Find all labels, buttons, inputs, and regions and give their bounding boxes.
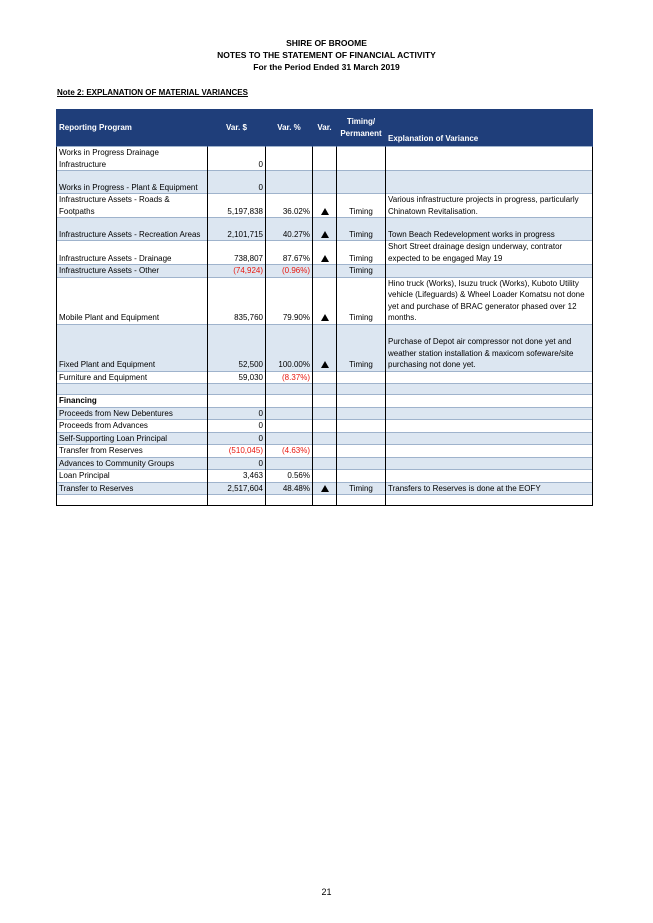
cell-program xyxy=(57,395,208,408)
cell-var-pct xyxy=(266,384,313,395)
up-triangle-icon xyxy=(321,231,329,238)
cell-var-dollar-text: 2,101,715 xyxy=(227,229,263,239)
cell-explanation xyxy=(386,384,593,395)
cell-var-dollar xyxy=(208,457,266,470)
cell-var-pct xyxy=(266,241,313,265)
table-row xyxy=(57,265,593,278)
cell-program xyxy=(57,241,208,265)
cell-explanation xyxy=(386,371,593,384)
cell-var-pct-text: 36.02% xyxy=(282,206,310,216)
cell-timing xyxy=(337,445,386,458)
cell-var-pct xyxy=(266,432,313,445)
cell-var-pct xyxy=(266,218,313,241)
table-row xyxy=(57,218,593,241)
cell-var xyxy=(313,420,337,433)
cell-var-dollar xyxy=(208,194,266,218)
table-row xyxy=(57,432,593,445)
cell-explanation xyxy=(386,457,593,470)
cell-var-dollar xyxy=(208,241,266,265)
cell-var-pct xyxy=(266,445,313,458)
table-header-row xyxy=(57,109,593,147)
cell-var-dollar xyxy=(208,265,266,278)
cell-program-text: Infrastructure Assets - Other xyxy=(59,266,160,275)
cell-var-dollar xyxy=(208,371,266,384)
cell-var-pct-text: (0.96%) xyxy=(281,266,310,275)
page-number: 21 xyxy=(321,887,332,897)
cell-var-pct xyxy=(266,407,313,420)
cell-timing xyxy=(337,147,386,171)
cell-program-text: Transfer from Reserves xyxy=(59,446,143,455)
cell-program xyxy=(57,265,208,278)
cell-timing-text: Timing xyxy=(349,313,373,322)
cell-var-dollar xyxy=(208,218,266,241)
cell-var-pct-text: 79.90% xyxy=(282,313,310,322)
cell-program-text: Advances to Community Groups xyxy=(59,458,175,468)
cell-timing xyxy=(337,470,386,483)
cell-program-text: Fixed Plant and Equipment xyxy=(59,360,156,369)
table-row xyxy=(57,277,593,324)
cell-program-text: Proceeds from New Debentures xyxy=(59,408,173,418)
cell-var-dollar xyxy=(208,147,266,171)
cell-var xyxy=(313,384,337,395)
cell-timing xyxy=(337,265,386,278)
cell-var-pct-text: 40.27% xyxy=(282,229,310,239)
cell-var xyxy=(313,265,337,278)
cell-timing xyxy=(337,495,386,506)
note-title: Note 2: EXPLANATION OF MATERIAL VARIANCES xyxy=(57,88,248,97)
cell-var-pct-text: 100.00% xyxy=(278,360,310,369)
cell-program-text: Self-Supporting Loan Principal xyxy=(59,433,168,443)
cell-timing-text: Timing xyxy=(349,206,373,216)
cell-program xyxy=(57,277,208,324)
cell-var-dollar xyxy=(208,495,266,506)
cell-var-dollar xyxy=(208,407,266,420)
cell-explanation xyxy=(386,482,593,495)
cell-var-dollar-text: 59,030 xyxy=(238,372,263,382)
cell-var xyxy=(313,241,337,265)
cell-program xyxy=(57,420,208,433)
cell-var-dollar xyxy=(208,420,266,433)
cell-var-dollar-text: 5,197,838 xyxy=(227,206,263,216)
cell-var-dollar-text: (74,924) xyxy=(233,266,263,275)
cell-var-dollar xyxy=(208,395,266,408)
cell-explanation xyxy=(386,218,593,241)
cell-program-text: Infrastructure Assets - Recreation Areas xyxy=(59,229,201,239)
cell-var xyxy=(313,457,337,470)
table-row xyxy=(57,147,593,171)
cell-explanation-text: Various infrastructure projects in progress, particularly Chinatown Revitalisation. xyxy=(388,195,579,216)
cell-var-pct-text: (8.37%) xyxy=(281,372,310,382)
header-var-dollar: Var. $ xyxy=(208,109,266,147)
cell-var-pct-text: (4.63%) xyxy=(281,446,310,455)
cell-var-dollar xyxy=(208,171,266,194)
cell-var-pct xyxy=(266,147,313,171)
cell-explanation-text: Purchase of Depot air compressor not done yet and weather station installation & maxicom sofeware/site purchasing not done yet. xyxy=(388,337,574,369)
header-program: Reporting Program xyxy=(57,109,208,147)
cell-timing xyxy=(337,277,386,324)
cell-timing xyxy=(337,218,386,241)
cell-explanation xyxy=(386,407,593,420)
header-explanation: Explanation of Variance xyxy=(386,109,593,147)
cell-var xyxy=(313,171,337,194)
up-triangle-icon xyxy=(321,255,329,262)
cell-timing xyxy=(337,194,386,218)
cell-var-dollar-text: 0 xyxy=(258,458,263,468)
cell-var-pct xyxy=(266,457,313,470)
cell-explanation xyxy=(386,395,593,408)
cell-var-dollar-text: 0 xyxy=(258,159,263,169)
cell-program xyxy=(57,371,208,384)
table-row xyxy=(57,241,593,265)
cell-var-pct xyxy=(266,420,313,433)
cell-var-pct xyxy=(266,171,313,194)
cell-var xyxy=(313,324,337,371)
cell-timing xyxy=(337,407,386,420)
cell-program-text: Proceeds from Advances xyxy=(59,421,148,430)
cell-var xyxy=(313,482,337,495)
cell-explanation xyxy=(386,432,593,445)
cell-program-text: Loan Principal xyxy=(59,471,110,480)
cell-explanation xyxy=(386,241,593,265)
header-timing: Timing/ Permanent xyxy=(337,109,386,147)
up-triangle-icon xyxy=(321,314,329,321)
cell-program-text: Furniture and Equipment xyxy=(59,372,148,382)
cell-var xyxy=(313,194,337,218)
table-row xyxy=(57,194,593,218)
cell-var-dollar xyxy=(208,277,266,324)
cell-var-pct xyxy=(266,482,313,495)
cell-timing xyxy=(337,384,386,395)
cell-var-dollar-text: 2,517,604 xyxy=(227,483,263,493)
cell-timing xyxy=(337,457,386,470)
cell-timing xyxy=(337,371,386,384)
cell-timing-text: Timing xyxy=(349,360,373,369)
cell-var xyxy=(313,218,337,241)
cell-var-pct xyxy=(266,470,313,483)
cell-program xyxy=(57,147,208,171)
council-name: SHIRE OF BROOME xyxy=(286,38,367,48)
report-title: NOTES TO THE STATEMENT OF FINANCIAL ACTIVITY xyxy=(217,50,436,60)
cell-var-dollar xyxy=(208,432,266,445)
table-row xyxy=(57,482,593,495)
cell-var-pct xyxy=(266,265,313,278)
cell-timing-text: Timing xyxy=(349,229,373,239)
cell-var-pct-text: 48.48% xyxy=(282,483,310,493)
cell-var-dollar-text: 3,463 xyxy=(242,471,263,480)
cell-timing-text: Timing xyxy=(349,483,373,493)
cell-var xyxy=(313,371,337,384)
cell-program xyxy=(57,495,208,506)
cell-program xyxy=(57,445,208,458)
cell-program-text: Infrastructure Assets - Drainage xyxy=(59,253,172,263)
report-period: For the Period Ended 31 March 2019 xyxy=(253,62,400,72)
cell-explanation xyxy=(386,147,593,171)
cell-var-dollar xyxy=(208,482,266,495)
table-row xyxy=(57,420,593,433)
header-var-pct: Var. % xyxy=(266,109,313,147)
cell-timing xyxy=(337,432,386,445)
cell-program xyxy=(57,384,208,395)
cell-explanation xyxy=(386,470,593,483)
table-row xyxy=(57,384,593,395)
cell-var-pct xyxy=(266,371,313,384)
table-row xyxy=(57,395,593,408)
cell-explanation-text: Hino truck (Works), Isuzu truck (Works), Kuboto Utility vehicle (Lifeguards) & Wheel Loader Komatsu not done yet and purchase of BRAC generator phased over 12 months. xyxy=(388,278,585,322)
cell-var-dollar xyxy=(208,324,266,371)
cell-var-dollar-text: 52,500 xyxy=(238,360,263,369)
table-row xyxy=(57,470,593,483)
cell-var xyxy=(313,277,337,324)
cell-program xyxy=(57,194,208,218)
table-row xyxy=(57,407,593,420)
cell-explanation xyxy=(386,171,593,194)
cell-explanation-text: Transfers to Reserves is done at the EOFY xyxy=(388,483,541,493)
cell-var xyxy=(313,395,337,408)
cell-program xyxy=(57,171,208,194)
cell-explanation-text: Town Beach Redevelopment works in progress xyxy=(388,229,555,239)
cell-timing xyxy=(337,324,386,371)
cell-var-pct xyxy=(266,324,313,371)
cell-var-dollar-text: 0 xyxy=(258,182,263,192)
up-triangle-icon xyxy=(321,208,329,215)
cell-var-dollar-text: 835,760 xyxy=(234,313,263,322)
cell-explanation xyxy=(386,495,593,506)
cell-var xyxy=(313,470,337,483)
cell-timing-text: Timing xyxy=(349,266,373,275)
up-triangle-icon xyxy=(321,485,329,492)
table-row xyxy=(57,324,593,371)
cell-explanation xyxy=(386,445,593,458)
cell-var-dollar xyxy=(208,384,266,395)
cell-var xyxy=(313,147,337,171)
cell-program xyxy=(57,407,208,420)
cell-var-dollar-text: 738,807 xyxy=(234,253,263,263)
cell-explanation xyxy=(386,324,593,371)
up-triangle-icon xyxy=(321,361,329,368)
cell-timing xyxy=(337,395,386,408)
cell-var xyxy=(313,432,337,445)
cell-program xyxy=(57,432,208,445)
header-var: Var. xyxy=(313,109,337,147)
cell-var-dollar xyxy=(208,470,266,483)
cell-program xyxy=(57,324,208,371)
cell-var-pct xyxy=(266,194,313,218)
table-row xyxy=(57,495,593,506)
variance-table xyxy=(56,109,593,506)
table-row xyxy=(57,171,593,194)
cell-var-dollar xyxy=(208,445,266,458)
cell-var-dollar-text: 0 xyxy=(258,408,263,418)
table-row xyxy=(57,457,593,470)
cell-program xyxy=(57,470,208,483)
cell-timing xyxy=(337,171,386,194)
cell-explanation-text: Short Street drainage design underway, contrator expected to be engaged May 19 xyxy=(388,242,563,263)
cell-program-text: Financing xyxy=(59,396,97,405)
cell-program-text: Works in Progress - Plant & Equipment xyxy=(59,182,198,192)
table-row xyxy=(57,371,593,384)
cell-explanation xyxy=(386,194,593,218)
cell-timing-text: Timing xyxy=(349,253,373,263)
cell-var-dollar-text: 0 xyxy=(258,421,263,430)
cell-explanation xyxy=(386,277,593,324)
cell-program-text: Infrastructure Assets - Roads & Footpaths xyxy=(59,195,170,216)
cell-var-pct-text: 87.67% xyxy=(282,253,310,263)
cell-explanation xyxy=(386,265,593,278)
cell-var-dollar-text: 0 xyxy=(258,433,263,443)
cell-var-pct xyxy=(266,495,313,506)
report-header xyxy=(0,37,653,73)
cell-timing xyxy=(337,482,386,495)
cell-program-text: Mobile Plant and Equipment xyxy=(59,313,160,322)
cell-timing xyxy=(337,420,386,433)
table-row xyxy=(57,445,593,458)
cell-program xyxy=(57,482,208,495)
cell-var xyxy=(313,445,337,458)
cell-var-pct xyxy=(266,395,313,408)
cell-var-pct-text: 0.56% xyxy=(287,471,310,480)
cell-program-text: Transfer to Reserves xyxy=(59,483,134,493)
cell-program xyxy=(57,218,208,241)
cell-var xyxy=(313,407,337,420)
cell-var-dollar-text: (510,045) xyxy=(228,446,263,455)
cell-program xyxy=(57,457,208,470)
cell-var-pct xyxy=(266,277,313,324)
cell-timing xyxy=(337,241,386,265)
cell-var xyxy=(313,495,337,506)
cell-program-text: Works in Progress Drainage Infrastructure xyxy=(59,148,159,169)
cell-explanation xyxy=(386,420,593,433)
